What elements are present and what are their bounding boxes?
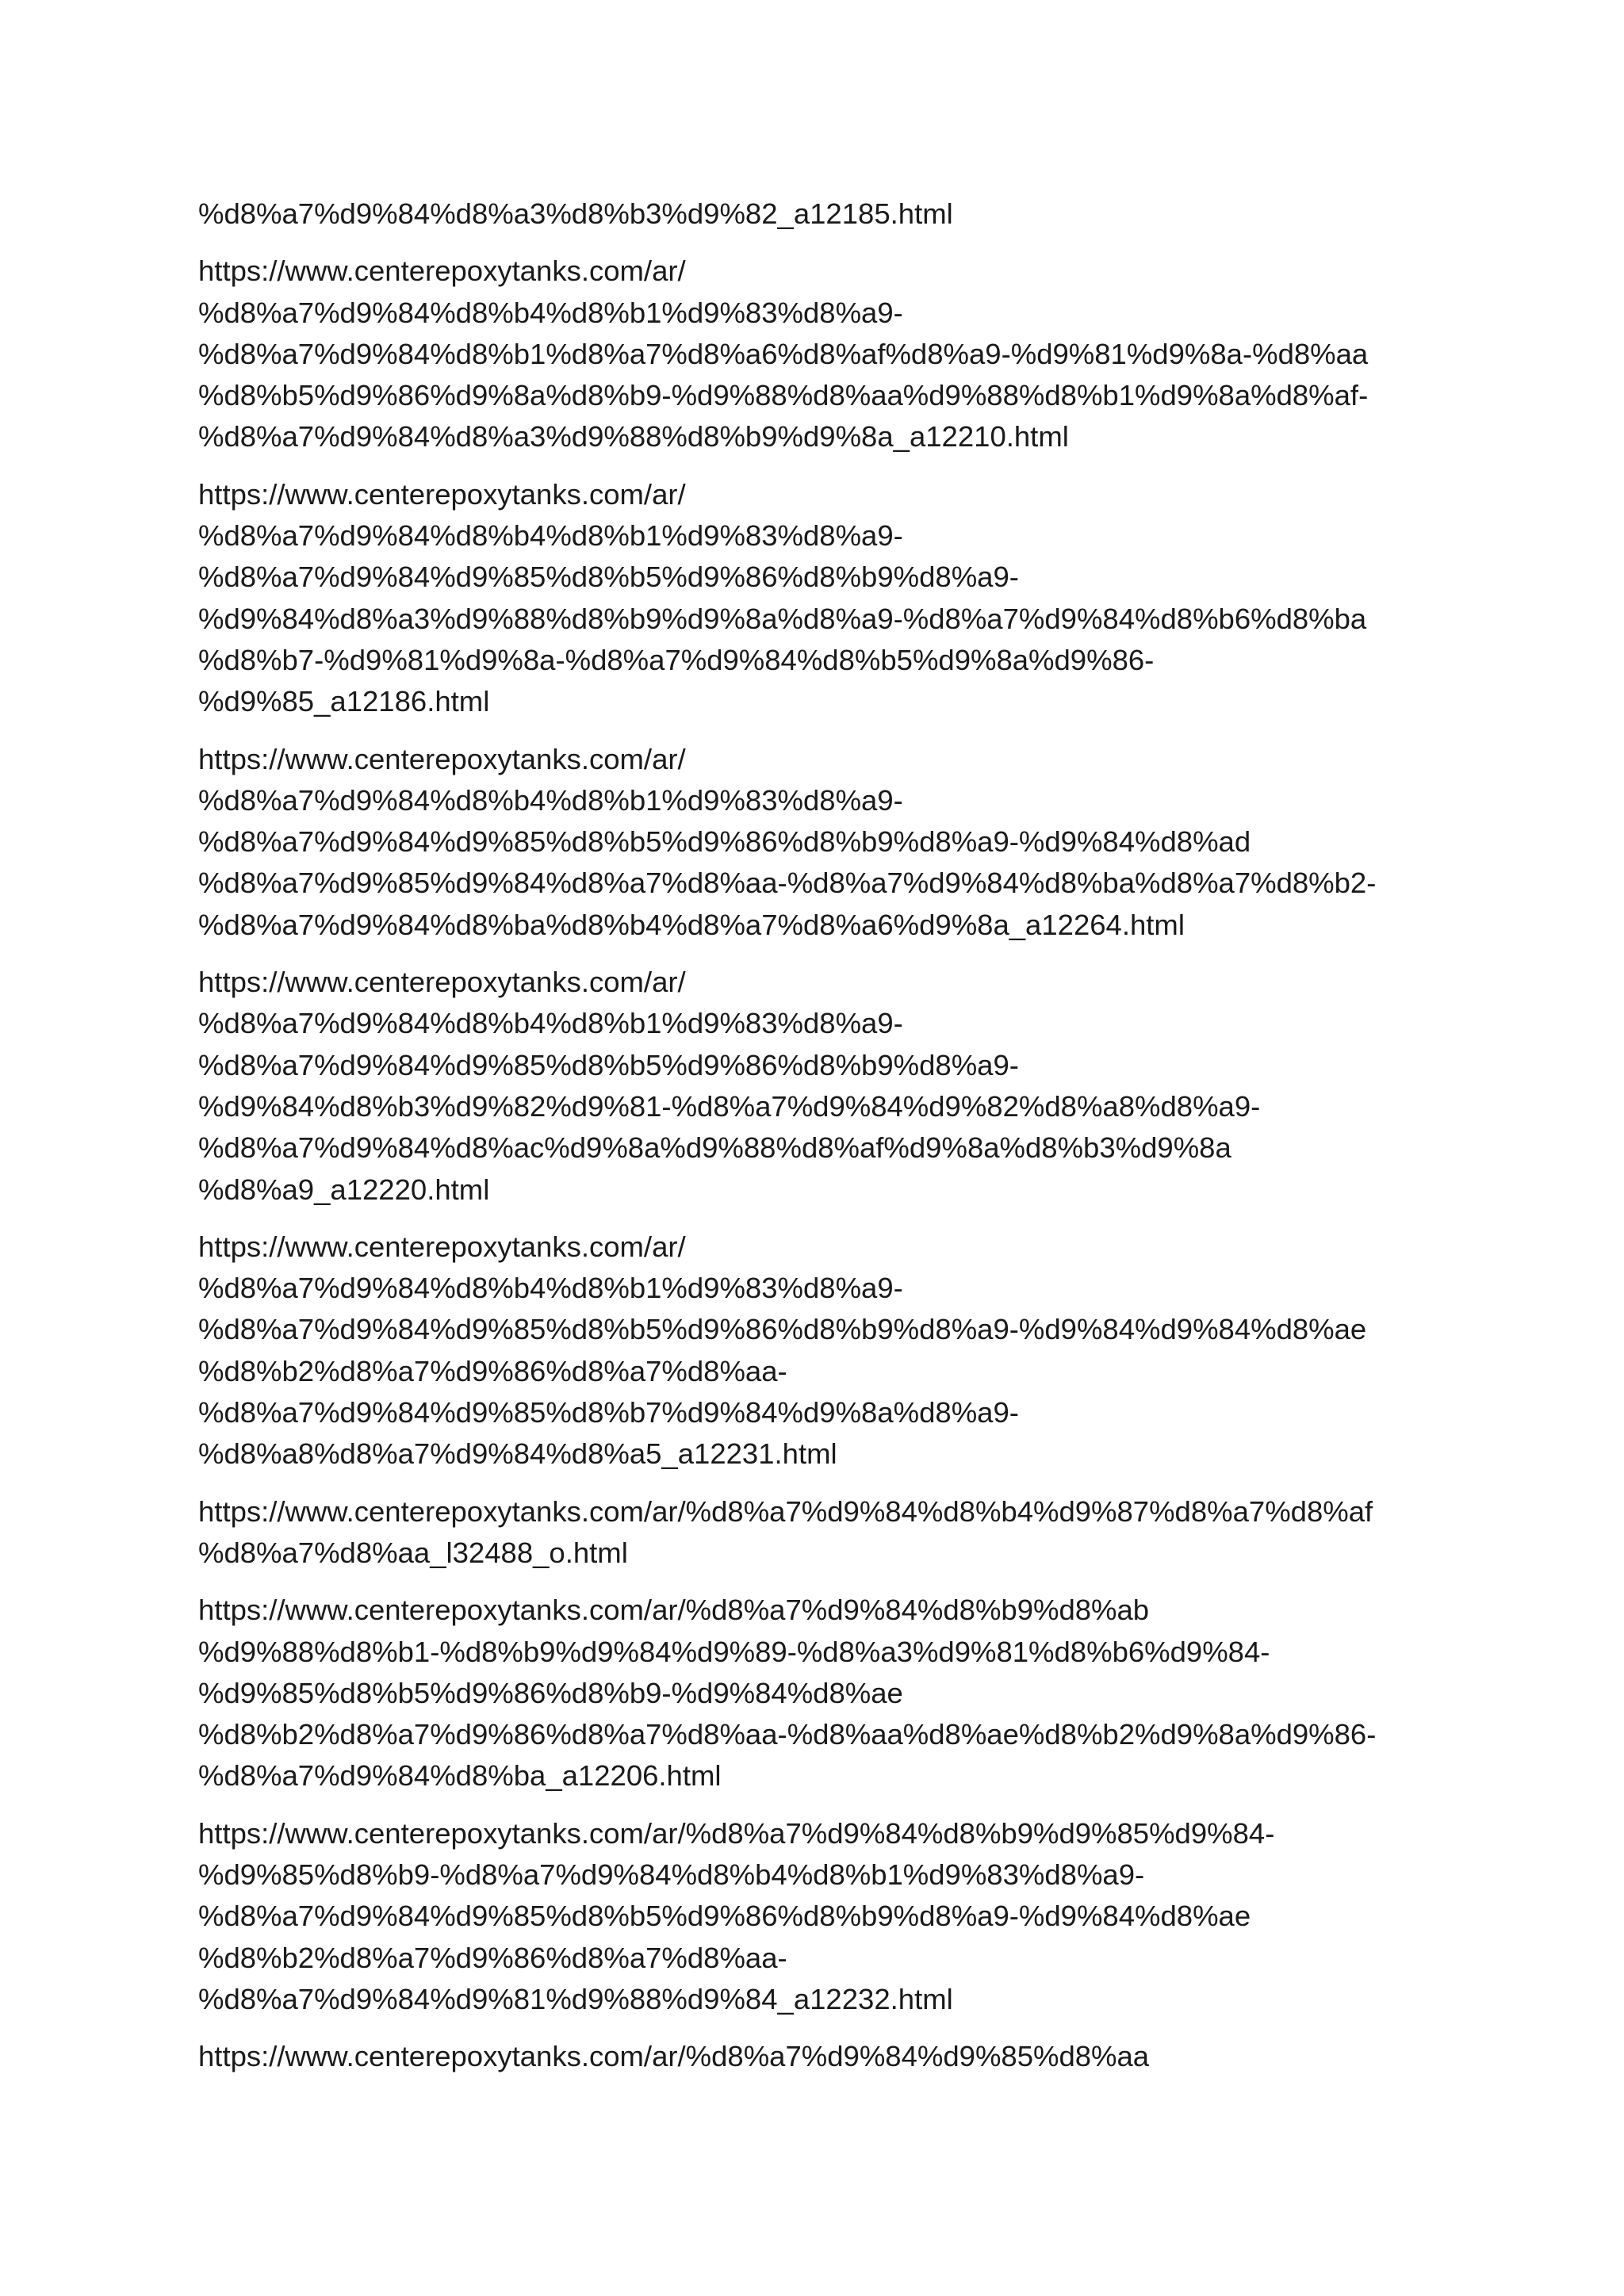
url-text-line: %d8%a8%d8%a7%d9%84%d8%a5_a12231.html [198,1437,837,1471]
url-entry [198,1226,1435,1475]
url-text-line: %d8%b2%d8%a7%d9%86%d8%a7%d8%aa- [198,1354,787,1387]
url-text-line: %d9%84%d8%b3%d9%82%d9%81-%d8%a7%d9%84%d9%82%d8%a8%d8%a9- [198,1089,1261,1123]
url-text-line: https://www.centerepoxytanks.com/ar/ [198,477,686,511]
url-entry [198,962,1435,1211]
url-text-line: %d8%a7%d9%84%d8%a3%d8%b3%d9%82_a12185.html [198,197,953,230]
url-text-line: https://www.centerepoxytanks.com/ar/%d8%a7%d9%84%d8%b4%d9%87%d8%a7%d8%af [198,1494,1373,1528]
url-text-line: %d8%b2%d8%a7%d9%86%d8%a7%d8%aa- [198,1941,787,1974]
url-text-line: %d8%a7%d8%aa_l32488_o.html [198,1536,628,1569]
url-text-line: https://www.centerepoxytanks.com/ar/%d8%a7%d9%84%d9%85%d8%aa [198,2040,1150,2073]
url-text-line: %d8%a7%d9%84%d9%85%d8%b5%d9%86%d8%b9%d8%a9-%d9%84%d8%ad [198,825,1251,859]
url-entry [198,1813,1435,2020]
url-entry [198,2036,1435,2077]
url-text-line: https://www.centerepoxytanks.com/ar/%d8%a7%d9%84%d8%b9%d9%85%d9%84- [198,1816,1275,1850]
url-entry [198,739,1435,946]
url-text-line: %d8%a7%d9%84%d9%81%d9%88%d9%84_a12232.html [198,1982,953,2015]
url-entry [198,474,1435,723]
url-text-line: %d8%a7%d9%84%d8%b4%d8%b1%d9%83%d8%a9- [198,1272,903,1305]
url-text-line: %d8%a9_a12220.html [198,1173,490,1206]
url-text-line: %d8%b2%d8%a7%d9%86%d8%a7%d8%aa-%d8%aa%d8%ae%d8%b2%d9%8a%d9%86- [198,1718,1377,1751]
url-text-line: https://www.centerepoxytanks.com/ar/ [198,254,686,288]
url-text-line: %d8%a7%d9%84%d8%b4%d8%b1%d9%83%d8%a9- [198,519,903,553]
url-text-line: https://www.centerepoxytanks.com/ar/ [198,742,686,775]
url-text-line: https://www.centerepoxytanks.com/ar/ [198,1230,686,1263]
url-text-line: %d9%85%d8%b9-%d8%a7%d9%84%d8%b4%d8%b1%d9%83%d8%a9- [198,1858,1145,1891]
url-text-line: %d8%a7%d9%84%d8%a3%d9%88%d8%b9%d9%8a_a12210.html [198,420,1069,453]
url-text-line: %d8%a7%d9%84%d9%85%d8%b5%d9%86%d8%b9%d8%a9-%d9%84%d8%ae [198,1900,1251,1933]
url-text-line: %d8%a7%d9%84%d8%ac%d9%8a%d9%88%d8%af%d9%8a%d8%b3%d9%8a [198,1131,1231,1165]
url-text-line: %d8%b7-%d9%81%d9%8a-%d8%a7%d9%84%d8%b5%d9%8a%d9%86- [198,643,1155,676]
url-text-line: %d9%84%d8%a3%d9%88%d8%b9%d9%8a%d8%a9-%d8%a7%d9%84%d8%b6%d8%ba [198,602,1367,635]
url-text-line: %d8%a7%d9%84%d8%b4%d8%b1%d9%83%d8%a9- [198,296,903,329]
url-text-line: %d8%a7%d9%84%d8%b4%d8%b1%d9%83%d8%a9- [198,783,903,817]
url-text-line: https://www.centerepoxytanks.com/ar/ [198,966,686,999]
url-text-line: %d9%85_a12186.html [198,685,490,718]
url-text-line: %d8%a7%d9%84%d8%b1%d8%a7%d8%a6%d8%af%d8%a9-%d9%81%d9%8a-%d8%aa [198,337,1369,370]
url-entry [198,193,1435,235]
url-entry [198,1590,1435,1797]
url-text-line: https://www.centerepoxytanks.com/ar/%d8%a7%d9%84%d8%b9%d8%ab [198,1594,1150,1627]
url-text-line: %d8%a7%d9%84%d9%85%d8%b5%d9%86%d8%b9%d8%a9- [198,1048,1019,1081]
url-text-line: %d9%88%d8%b1-%d8%b9%d9%84%d9%89-%d8%a3%d9%81%d8%b6%d9%84- [198,1635,1270,1668]
url-list [198,193,1435,2093]
url-text-line: %d9%85%d8%b5%d9%86%d8%b9-%d9%84%d8%ae [198,1676,903,1709]
url-entry [198,1491,1435,1575]
url-text-line: %d8%a7%d9%85%d9%84%d8%a7%d8%aa-%d8%a7%d9%84%d8%ba%d8%a7%d8%b2- [198,867,1377,900]
url-text-line: %d8%a7%d9%84%d9%85%d8%b5%d9%86%d8%b9%d8%a9- [198,561,1019,594]
url-text-line: %d8%a7%d9%84%d8%b4%d8%b1%d9%83%d8%a9- [198,1007,903,1040]
url-text-line: %d8%a7%d9%84%d8%ba_a12206.html [198,1759,722,1793]
url-text-line: %d8%b5%d9%86%d9%8a%d8%b9-%d9%88%d8%aa%d9%88%d8%b1%d9%8a%d8%af- [198,379,1369,412]
url-text-line: %d8%a7%d9%84%d9%85%d8%b5%d9%86%d8%b9%d8%a9-%d9%84%d9%84%d8%ae [198,1313,1367,1346]
url-text-line: %d8%a7%d9%84%d8%ba%d8%b4%d8%a7%d8%a6%d9%8a_a12264.html [198,908,1185,941]
url-text-line: %d8%a7%d9%84%d9%85%d8%b7%d9%84%d9%8a%d8%a9- [198,1396,1019,1429]
url-entry [198,251,1435,457]
